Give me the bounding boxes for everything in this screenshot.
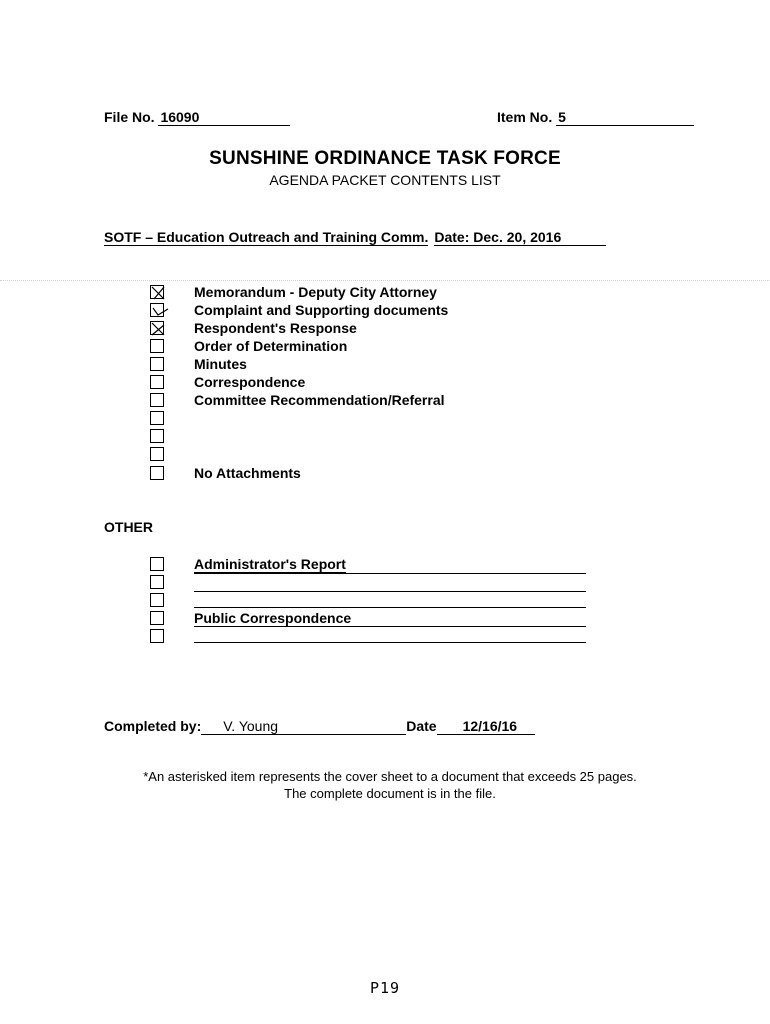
item-administrators-report: Administrator's Report (194, 556, 346, 572)
item-no-attachments: No Attachments (194, 465, 301, 481)
other-heading: OTHER (104, 519, 153, 535)
checkbox-administrators-report[interactable] (150, 557, 164, 571)
checkbox-correspondence[interactable] (150, 375, 164, 389)
file-number-value: 16090 (158, 110, 290, 126)
file-number-label: File No. (104, 109, 155, 125)
item-number-value: 5 (556, 110, 694, 126)
write-in-line[interactable] (194, 573, 586, 574)
item-minutes: Minutes (194, 356, 247, 372)
completed-by-label: Completed by: (104, 718, 202, 734)
completed-by-value: V. Young (201, 719, 406, 735)
document-title: SUNSHINE ORDINANCE TASK FORCE (209, 148, 561, 169)
checkbox-blank-1[interactable] (150, 411, 164, 425)
checkbox-committee-recommendation[interactable] (150, 393, 164, 407)
write-in-line[interactable] (194, 607, 586, 608)
check-mark-icon (151, 304, 165, 318)
checkbox-order[interactable] (150, 339, 164, 353)
page-number: P19 (369, 979, 401, 997)
item-correspondence: Correspondence (194, 374, 306, 390)
checkbox-blank-2[interactable] (150, 429, 164, 443)
item-number-row (497, 109, 694, 126)
checkbox-memorandum[interactable] (150, 285, 164, 299)
item-memorandum: Memorandum - Deputy City Attorney (194, 284, 437, 300)
checkbox-complaint[interactable] (150, 303, 164, 317)
write-in-line[interactable] (194, 642, 586, 643)
completed-row (104, 718, 535, 735)
committee-date (434, 230, 606, 246)
scan-rule (0, 280, 770, 281)
checkbox-other-blank-1[interactable] (150, 575, 164, 589)
checkbox-public-correspondence[interactable] (150, 611, 164, 625)
committee-row (104, 229, 606, 246)
item-committee-recommendation: Committee Recommendation/Referral (194, 392, 445, 408)
checkbox-no-attachments[interactable] (150, 466, 164, 480)
item-respondent: Respondent's Response (194, 320, 357, 336)
write-in-line[interactable] (194, 626, 586, 627)
date-label: Date: (434, 229, 470, 245)
footnote-line-1: *An asterisked item represents the cover sheet to a document that exceeds 25 pages. (143, 769, 637, 784)
completed-date-label: Date (406, 718, 437, 734)
item-public-correspondence: Public Correspondence (194, 610, 352, 626)
item-complaint: Complaint and Supporting documents (194, 302, 449, 318)
checkbox-respondent[interactable] (150, 321, 164, 335)
document-subtitle: AGENDA PACKET CONTENTS LIST (269, 172, 501, 188)
checkbox-blank-3[interactable] (150, 447, 164, 461)
x-mark-icon (151, 322, 165, 336)
committee-name: SOTF – Education Outreach and Training Comm. (104, 229, 429, 245)
write-in-line[interactable] (194, 591, 586, 592)
checkbox-minutes[interactable] (150, 357, 164, 371)
checkbox-other-blank-2[interactable] (150, 593, 164, 607)
item-number-label: Item No. (497, 109, 553, 125)
date-value: Dec. 20, 2016 (473, 229, 562, 245)
item-order: Order of Determination (194, 338, 348, 354)
completed-date-value: 12/16/16 (437, 719, 535, 735)
checkbox-other-blank-3[interactable] (150, 629, 164, 643)
x-mark-icon (151, 286, 165, 300)
footnote-line-2: The complete document is in the file. (284, 786, 496, 801)
file-number-row (104, 109, 290, 126)
